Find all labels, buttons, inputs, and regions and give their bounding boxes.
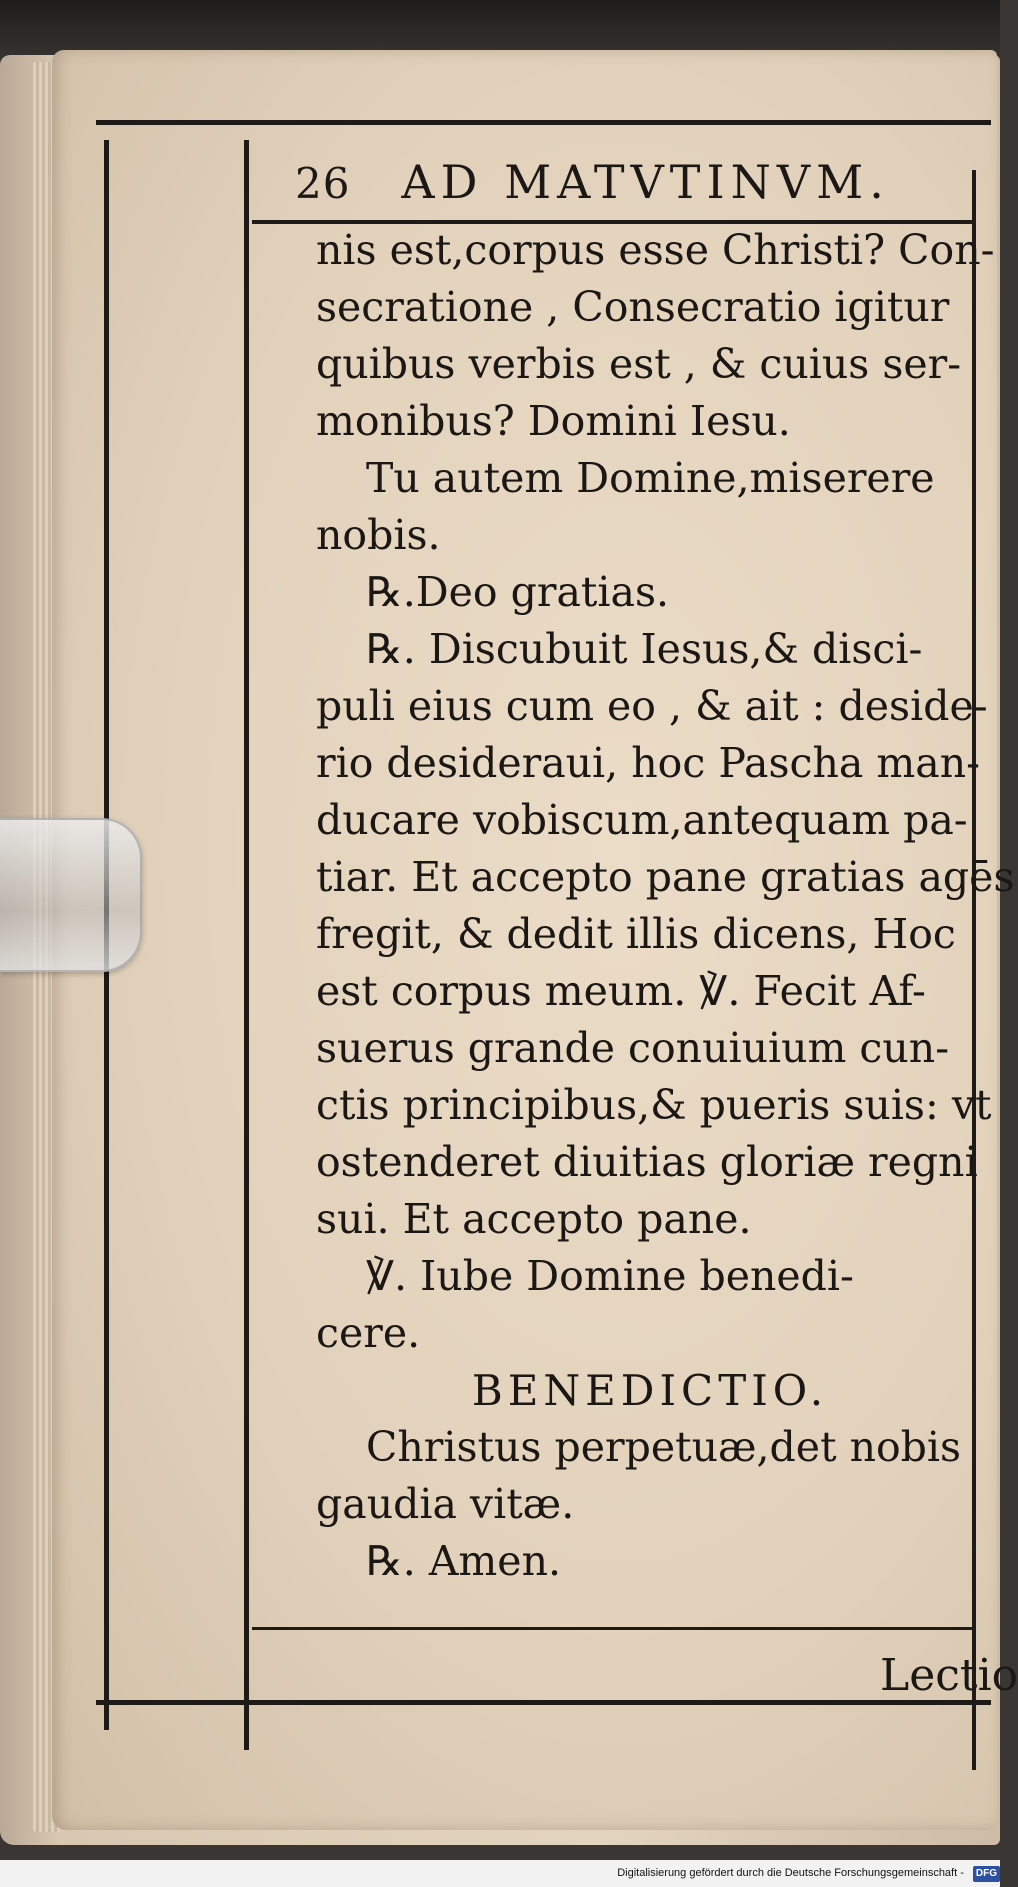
running-header: [295, 152, 995, 212]
text-bottom-rule: [252, 1627, 972, 1630]
text-line: est corpus meum. ℣. Fecit Af-: [316, 967, 926, 1015]
text-line: suerus grande conuiuium cun-: [316, 1024, 950, 1072]
text-line: ℞. Amen.: [366, 1537, 562, 1585]
frame-inner-left-rule: [244, 140, 249, 1750]
text-block-benedictio: [316, 1419, 984, 1590]
section-heading: BENEDICTIO.: [471, 1366, 829, 1415]
text-line: ℞.Deo gratias.: [366, 568, 670, 616]
text-line: gaudia vitæ.: [316, 1480, 575, 1528]
page-clip: [0, 818, 142, 972]
text-line: ostenderet diuitias gloriæ regni: [316, 1138, 978, 1186]
footer-credit: Digitalisierung gefördert durch die Deutsche Forschungsgemeinschaft -: [617, 1867, 964, 1879]
text-line: secratione , Consecratio igitur: [316, 283, 950, 331]
text-block-main: [316, 222, 1015, 1362]
catchword: Lectio: [880, 1650, 1018, 1701]
text-line: Christus perpetuæ,det nobis: [366, 1423, 962, 1471]
text-line: ducare vobiscum,antequam pa-: [316, 796, 968, 844]
text-line: ℞. Discubuit Iesus,& disci-: [366, 625, 923, 673]
text-line: fregit, & dedit illis dicens, Hoc: [316, 910, 956, 958]
text-line: cere.: [316, 1309, 421, 1357]
text-line: ℣. Iube Domine benedi-: [366, 1252, 854, 1300]
body-text: [316, 222, 1015, 1590]
text-line: quibus verbis est , & cuius ser-: [316, 340, 962, 388]
text-line: Tu autem Domine,miserere: [366, 454, 935, 502]
text-line: sui. Et accepto pane.: [316, 1195, 752, 1243]
text-line: puli eius cum eo , & ait : deside-: [316, 682, 988, 730]
text-line: rio desideraui, hoc Pascha man-: [316, 739, 980, 787]
frame-bottom-rule: [96, 1700, 991, 1705]
dfg-logo: DFG: [973, 1866, 1000, 1882]
frame-top-rule: [96, 120, 991, 125]
page-number: 26: [295, 159, 351, 208]
running-head-title: AD MATVTINVM.: [401, 155, 890, 209]
text-line: nis est,corpus esse Christi? Con-: [316, 226, 995, 274]
text-line: nobis.: [316, 511, 441, 559]
footer-credit-bar: [0, 1860, 1000, 1887]
text-line: monibus? Domini Iesu.: [316, 397, 791, 445]
text-line: ctis principibus,& pueris suis: vt: [316, 1081, 992, 1129]
text-line: tiar. Et accepto pane gratias agēs: [316, 853, 1015, 901]
